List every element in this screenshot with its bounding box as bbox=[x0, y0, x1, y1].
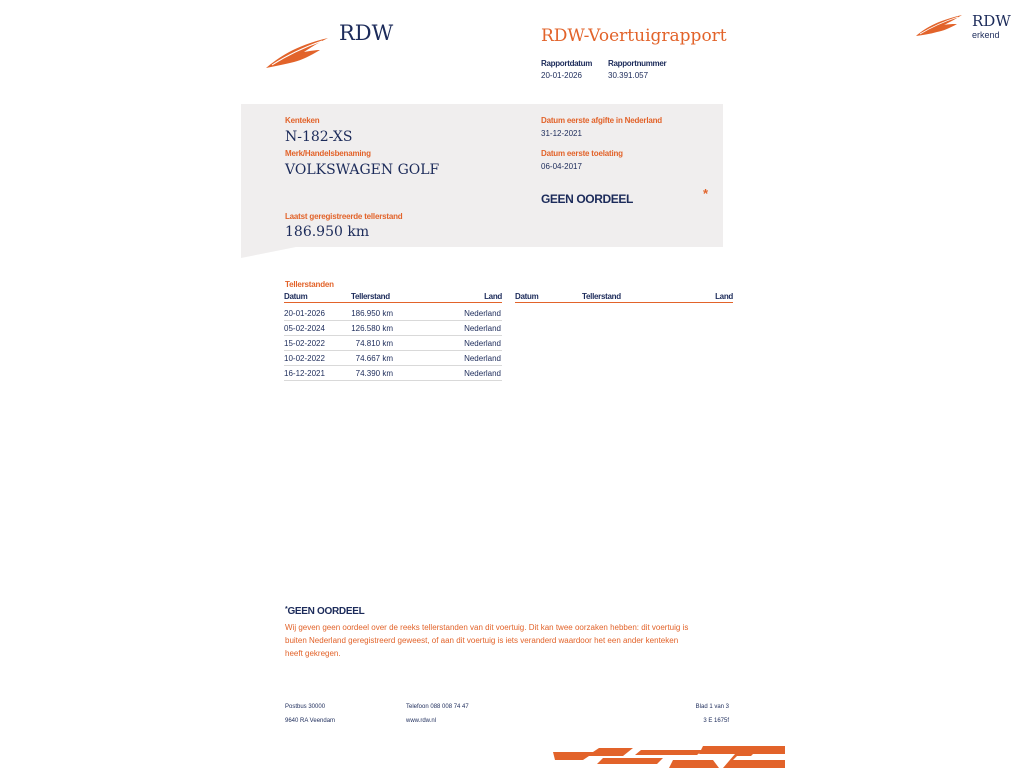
table-row bbox=[284, 306, 502, 321]
rapportnummer-value: 30.391.057 bbox=[608, 71, 649, 80]
col-datum: Datum bbox=[284, 292, 308, 301]
eerste-afgifte-label: Datum eerste afgifte in Nederland bbox=[541, 116, 662, 125]
footer-postcode: 9640 RA Veendam bbox=[285, 718, 336, 724]
row-datum: 15-02-2022 bbox=[284, 339, 325, 348]
footer-postbus: Postbus 30000 bbox=[285, 704, 326, 710]
table-row bbox=[284, 336, 502, 351]
eerste-toelating-value: 06-04-2017 bbox=[541, 162, 582, 171]
footnote-title: GEEN OORDEEL bbox=[287, 606, 365, 617]
row-tellerstand: 74.810 km bbox=[355, 339, 393, 348]
oordeel-asterisk: * bbox=[703, 186, 709, 201]
kenteken-value: N-182-XS bbox=[285, 129, 353, 145]
row-land: Nederland bbox=[464, 324, 501, 333]
footnote-asterisk: * bbox=[285, 606, 288, 613]
rdw-feather-logo-icon bbox=[264, 34, 330, 70]
col-land-2: Land bbox=[715, 292, 733, 301]
table-header-left bbox=[284, 292, 502, 303]
row-land: Nederland bbox=[464, 369, 501, 378]
footer-telefoon: Telefoon 088 008 74 47 bbox=[406, 704, 469, 710]
panel-tab-tail bbox=[241, 246, 301, 258]
footer-code: 3 E 1675f bbox=[703, 718, 729, 724]
tellerstand-label: Laatst geregistreerde tellerstand bbox=[285, 212, 403, 221]
merk-value: VOLKSWAGEN GOLF bbox=[285, 162, 440, 178]
col-datum-2: Datum bbox=[515, 292, 539, 301]
row-tellerstand: 74.667 km bbox=[355, 354, 393, 363]
row-datum: 16-12-2021 bbox=[284, 369, 325, 378]
row-tellerstand: 186.950 km bbox=[351, 309, 393, 318]
col-tellerstand-2: Tellerstand bbox=[582, 292, 621, 301]
col-land: Land bbox=[484, 292, 502, 301]
row-datum: 20-01-2026 bbox=[284, 309, 325, 318]
oordeel-status: GEEN OORDEEL bbox=[541, 192, 633, 206]
footnote-title-wrap bbox=[285, 606, 364, 617]
rapportdatum-value: 20-01-2026 bbox=[541, 71, 582, 80]
table-header-right bbox=[515, 292, 733, 303]
tellerstanden-title: Tellerstanden bbox=[285, 280, 334, 289]
logo-text: RDW bbox=[339, 21, 394, 45]
table-row bbox=[284, 321, 502, 336]
corner-badge-subtitle: erkend bbox=[972, 30, 1000, 40]
footnote-line-3: heeft gekregen. bbox=[285, 649, 341, 658]
rapportdatum-label: Rapportdatum bbox=[541, 59, 593, 68]
footer-blad: Blad 1 van 3 bbox=[695, 704, 729, 710]
decorative-stripes-icon bbox=[553, 746, 785, 768]
col-tellerstand: Tellerstand bbox=[351, 292, 390, 301]
corner-badge-title: RDW bbox=[972, 12, 1011, 30]
row-tellerstand: 126.580 km bbox=[351, 324, 393, 333]
footnote-line-2: buiten Nederland geregistreerd geweest, of aan dit voertuig is iets veranderd waardoor het een ander kenteken bbox=[285, 636, 679, 645]
footnote-line-1: Wij geven geen oordeel over de reeks tellerstanden van dit voertuig. Dit kan twee oorzaken hebben: dit voertuig is bbox=[285, 623, 689, 632]
rapportnummer-label: Rapportnummer bbox=[608, 59, 667, 68]
merk-label: Merk/Handelsbenaming bbox=[285, 149, 371, 158]
rdw-erkend-feather-icon bbox=[914, 12, 964, 38]
tellerstand-value: 186.950 km bbox=[285, 224, 370, 240]
row-tellerstand: 74.390 km bbox=[355, 369, 393, 378]
row-datum: 10-02-2022 bbox=[284, 354, 325, 363]
row-datum: 05-02-2024 bbox=[284, 324, 325, 333]
table-row bbox=[284, 366, 502, 381]
row-land: Nederland bbox=[464, 354, 501, 363]
footer-website: www.rdw.nl bbox=[406, 718, 437, 724]
table-row bbox=[284, 351, 502, 366]
eerste-afgifte-value: 31-12-2021 bbox=[541, 129, 582, 138]
eerste-toelating-label: Datum eerste toelating bbox=[541, 149, 623, 158]
report-title: RDW-Voertuigrapport bbox=[541, 26, 727, 46]
kenteken-label: Kenteken bbox=[285, 116, 320, 125]
row-land: Nederland bbox=[464, 309, 501, 318]
row-land: Nederland bbox=[464, 339, 501, 348]
